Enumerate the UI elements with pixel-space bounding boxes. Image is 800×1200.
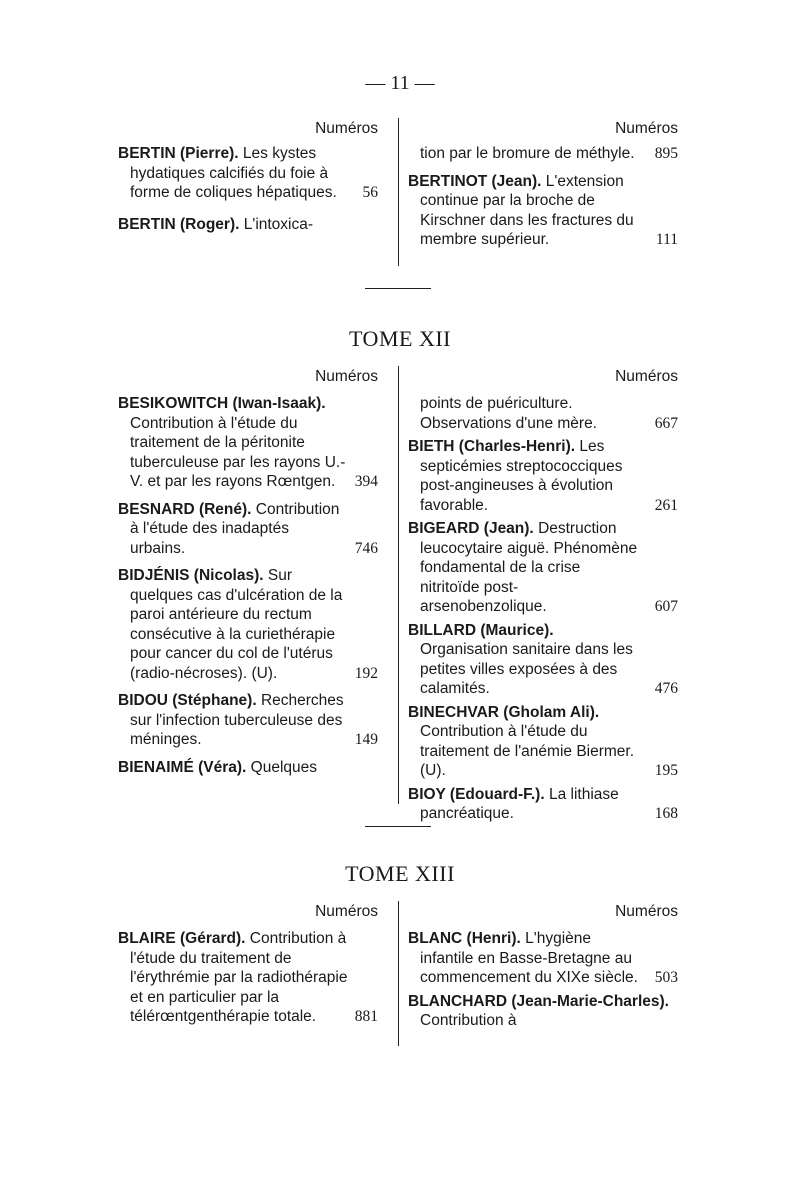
entry <box>118 758 378 778</box>
entry-name: BERTINOT (Jean). <box>408 172 542 190</box>
entry-number: 881 <box>354 1008 378 1025</box>
entry-text: L'extension continue par la broche de Kirschner dans les fractures du membre supérieur. <box>420 172 634 248</box>
column-divider <box>398 118 399 266</box>
right-column <box>408 366 678 824</box>
entry-text: Contribution à l'étude des inadaptés urbains. <box>130 500 340 557</box>
entry-text: Quelques <box>250 758 318 776</box>
entry <box>118 215 378 235</box>
entry-name: BERTIN (Pierre). <box>118 145 239 162</box>
entry-name: BIGEARD (Jean). <box>408 520 534 537</box>
entry-text: Sur quelques cas d'ulcération de la paroi antérieure du rectum consécutive à la curiethérapie pour cancer du col de l'utérus (radio-nécroses). (U). <box>130 567 343 682</box>
entry <box>408 437 678 515</box>
entry-text: Les kystes hydatiques calcifiés du foie à forme de coliques hépatiques. <box>130 145 337 201</box>
entry-number: 56 <box>362 184 378 201</box>
left-column <box>118 366 378 777</box>
section-tome-xii <box>118 366 678 822</box>
section-tome-xiii <box>118 901 678 1051</box>
entry-number: 895 <box>654 145 678 162</box>
entry <box>118 144 378 203</box>
entry-text: Organisation sanitaire dans les petites villes exposées à des calamités. <box>420 641 633 697</box>
entry <box>408 519 678 617</box>
entry-number: 394 <box>354 473 378 490</box>
entry <box>408 621 678 699</box>
entry-name: BIENAIMÉ (Véra). <box>118 758 247 776</box>
entry-number: 503 <box>654 969 678 986</box>
entry <box>408 703 678 781</box>
entry-name: BERTIN (Roger). <box>118 215 240 233</box>
entry-number: 607 <box>654 598 678 615</box>
entry-name: BLANCHARD (Jean-Marie-Charles). <box>408 992 669 1010</box>
column-divider <box>398 901 399 1046</box>
column-header: Numéros <box>315 120 378 137</box>
entry <box>408 144 678 164</box>
entry <box>118 500 378 559</box>
tome-title: TOME XII <box>349 326 451 351</box>
entry <box>408 785 678 824</box>
left-column <box>118 118 378 234</box>
entry <box>408 394 678 433</box>
entry-name: BIDJÉNIS (Nicolas). <box>118 567 264 584</box>
left-column <box>118 901 378 1027</box>
entry <box>408 992 678 1031</box>
entry-name: BESIKOWITCH (Iwan-Isaak). <box>118 395 326 412</box>
entry-number: 168 <box>654 805 678 822</box>
entry-text: Contribution à l'étude du traitement de la péritonite tuberculeuse par les rayons U.-V. et par les rayons Rœntgen. <box>130 414 346 490</box>
column-header: Numéros <box>615 903 678 920</box>
entry-text: Destruction leucocytaire aiguë. Phénomène fondamental de la crise nitritoïde post-arsenobenzolique. <box>420 520 638 615</box>
entry-number: 746 <box>354 539 378 557</box>
entry-text: Contribution à l'étude du traitement de l'érythrémie par la radiothérapie et en particulier par la télérœntgenthérapie totale. <box>130 930 348 1025</box>
entry-text: La lithiase pancréatique. <box>420 785 619 822</box>
entry-name: BESNARD (René). <box>118 500 252 518</box>
entry <box>118 566 378 683</box>
entry-number: 111 <box>655 231 678 248</box>
column-header: Numéros <box>615 120 678 137</box>
entry-number: 667 <box>654 414 678 432</box>
entry <box>118 394 378 492</box>
column-header: Numéros <box>315 903 378 920</box>
right-column <box>408 901 678 1031</box>
section-divider <box>365 826 431 827</box>
entry-name: BIETH (Charles-Henri). <box>408 438 576 455</box>
entry <box>408 172 678 250</box>
page-number: — 11 — <box>365 72 435 94</box>
entry-name: BLAIRE (Gérard). <box>118 930 246 947</box>
column-divider <box>398 366 399 804</box>
entry-text: L'intoxica- <box>243 215 314 233</box>
entry-number: 261 <box>654 496 678 514</box>
entry <box>408 929 678 988</box>
entry <box>118 929 378 1027</box>
entry-name: BIOY (Edouard-F.). <box>408 785 545 803</box>
column-header: Numéros <box>315 368 378 385</box>
tome-title: TOME XIII <box>345 861 455 886</box>
right-column <box>408 118 678 250</box>
entry-name: BIDOU (Stéphane). <box>118 692 257 709</box>
entry-text: L'hygiène infantile en Basse-Bretagne au commencement du XIXe siècle. <box>420 930 638 986</box>
entry-text: Les septicémies streptococciques post-angineuses à évolution favorable. <box>420 438 623 514</box>
section-top <box>118 118 678 268</box>
column-header: Numéros <box>615 368 678 385</box>
entry-text: tion par le bromure de méthyle. <box>420 145 635 162</box>
entry <box>118 691 378 750</box>
entry-text: Contribution à l'étude du traitement de l'anémie Biermer. (U). <box>420 723 635 779</box>
entry-text: Contribution à <box>420 1012 517 1029</box>
entry-name: BINECHVAR (Gholam Ali). <box>408 703 600 721</box>
entry-text: Recherches sur l'infection tuberculeuse des méninges. <box>130 692 344 748</box>
entry-name: BLANC (Henri). <box>408 930 521 947</box>
entry-number: 149 <box>354 731 378 748</box>
entry-name: BILLARD (Maurice). <box>408 621 554 639</box>
entry-number: 192 <box>354 664 378 682</box>
entry-number: 195 <box>654 762 678 779</box>
entry-number: 476 <box>654 680 678 697</box>
entry-text: points de puériculture. Observations d'une mère. <box>420 395 597 432</box>
section-divider <box>365 288 431 289</box>
